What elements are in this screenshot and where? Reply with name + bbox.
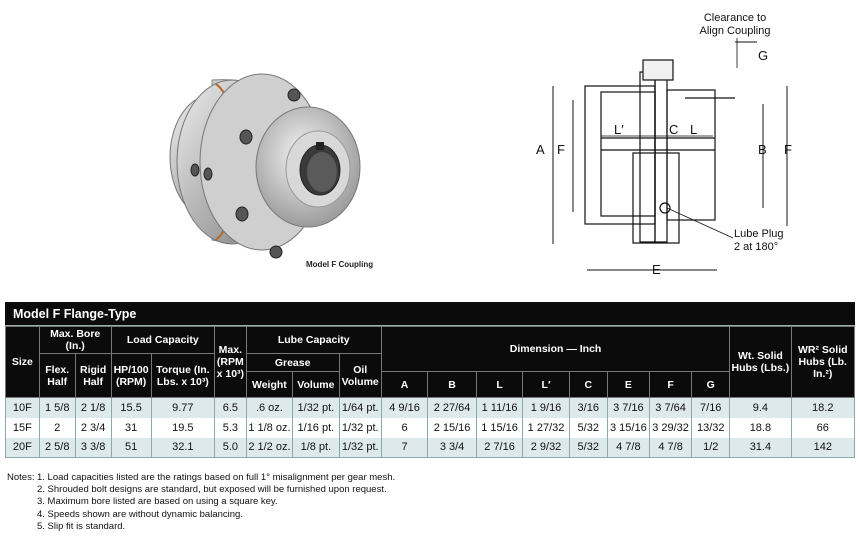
cell: 5.3 — [215, 418, 247, 438]
header-max-bore: Max. Bore (In.) — [39, 327, 111, 354]
cell: 3 15/16 — [607, 418, 649, 438]
header-load-capacity: Load Capacity — [111, 327, 214, 354]
cell: 142 — [791, 438, 854, 458]
cell: 2 1/2 oz. — [246, 438, 292, 458]
lube-plug-label: Lube Plug 2 at 180° — [734, 228, 784, 253]
cell: 4 9/16 — [381, 398, 427, 418]
cell: 18.8 — [730, 418, 791, 438]
dim-label-c: C — [669, 122, 679, 137]
cell: 5/32 — [569, 418, 607, 438]
spec-table — [5, 302, 855, 458]
table-title: Model F Flange-Type — [5, 302, 855, 326]
cell: 1/32 pt. — [339, 418, 381, 438]
header-grease: Grease — [246, 354, 339, 372]
cell: 31.4 — [730, 438, 791, 458]
cell: 19.5 — [151, 418, 214, 438]
cell: 1 27/32 — [523, 418, 569, 438]
cell: 66 — [791, 418, 854, 438]
cell: 2 7/16 — [476, 438, 522, 458]
cell: 51 — [111, 438, 151, 458]
notes — [7, 472, 395, 533]
cell: 32.1 — [151, 438, 214, 458]
cell: 1 15/16 — [476, 418, 522, 438]
dim-label-f-left: F — [557, 142, 565, 157]
header-dim-g: G — [692, 372, 730, 398]
cell: 2 1/8 — [75, 398, 111, 418]
cell: 1/32 pt. — [293, 398, 339, 418]
cell: 13/32 — [692, 418, 730, 438]
header-size: Size — [6, 327, 40, 398]
dim-label-g: G — [758, 48, 769, 63]
cell: 3 7/16 — [607, 398, 649, 418]
note-item: 1. Load capacities listed are the ratings based on full 1° misalignment per gear mesh. — [37, 472, 396, 483]
cell: 18.2 — [791, 398, 854, 418]
table-row — [6, 438, 855, 458]
photo-caption: Model F Coupling — [306, 260, 374, 269]
header-max-rpm: Max. (RPM x 10³) — [215, 327, 247, 398]
header-dimension: Dimension — Inch — [381, 327, 729, 372]
cell: 9.4 — [730, 398, 791, 418]
table-row — [6, 398, 855, 418]
cell: 1/64 pt. — [339, 398, 381, 418]
cell: .6 oz. — [246, 398, 292, 418]
cell: 4 7/8 — [649, 438, 691, 458]
dim-label-f-right: F — [784, 142, 792, 157]
cell: 7 — [381, 438, 427, 458]
clearance-label: Clearance to Align Coupling — [699, 12, 771, 37]
cell: 6 — [381, 418, 427, 438]
cell: 1 11/16 — [476, 398, 522, 418]
cell: 1 1/8 oz. — [246, 418, 292, 438]
header-weight-solid-hubs: Wt. Solid Hubs (Lbs.) — [730, 327, 791, 398]
header-lube-capacity: Lube Capacity — [246, 327, 381, 354]
cell: 15.5 — [111, 398, 151, 418]
cell: 15F — [6, 418, 40, 438]
cell: 7/16 — [692, 398, 730, 418]
cell: 2 5/8 — [39, 438, 75, 458]
header-rigid-half: Rigid Half — [75, 354, 111, 398]
cell: 2 — [39, 418, 75, 438]
cell: 1/2 — [692, 438, 730, 458]
cell: 2 15/16 — [428, 418, 477, 438]
cell: 1 9/16 — [523, 398, 569, 418]
header-grease-weight: Weight — [246, 372, 292, 398]
header-flex-half: Flex. Half — [39, 354, 75, 398]
header-dim-l-prime: L′ — [523, 372, 569, 398]
cell: 3 3/4 — [428, 438, 477, 458]
cell: 3/16 — [569, 398, 607, 418]
header-dim-f: F — [649, 372, 691, 398]
dim-label-a: A — [536, 142, 545, 157]
coupling-photo — [150, 62, 380, 272]
cell: 4 7/8 — [607, 438, 649, 458]
cell: 2 3/4 — [75, 418, 111, 438]
cell: 3 29/32 — [649, 418, 691, 438]
cell: 31 — [111, 418, 151, 438]
cell: 1/16 pt. — [293, 418, 339, 438]
cell: 3 3/8 — [75, 438, 111, 458]
cell: 1/8 pt. — [293, 438, 339, 458]
cell: 1 5/8 — [39, 398, 75, 418]
table-row — [6, 418, 855, 438]
dim-label-l-prime: L′ — [614, 122, 624, 137]
header-grease-volume: Volume — [293, 372, 339, 398]
note-item: 4. Speeds shown are without dynamic balancing. — [37, 508, 243, 520]
cell: 5.0 — [215, 438, 247, 458]
cell: 20F — [6, 438, 40, 458]
header-dim-a: A — [381, 372, 427, 398]
header-dim-e: E — [607, 372, 649, 398]
table-body — [6, 398, 855, 458]
cell: 3 7/64 — [649, 398, 691, 418]
header-dim-l: L — [476, 372, 522, 398]
header-dim-b: B — [428, 372, 477, 398]
spec-grid — [5, 326, 855, 458]
dim-label-e: E — [652, 262, 661, 277]
cell: 6.5 — [215, 398, 247, 418]
header-wr2-solid-hubs: WR² Solid Hubs (Lb. In.²) — [791, 327, 854, 398]
cell: 5/32 — [569, 438, 607, 458]
dim-label-l: L — [690, 122, 698, 137]
header-hp100: HP/100 (RPM) — [111, 354, 151, 398]
header-oil-volume: Oil Volume — [339, 354, 381, 398]
cell: 9.77 — [151, 398, 214, 418]
dim-label-b: B — [758, 142, 767, 157]
note-item: 3. Maximum bore listed are based on using a square key. — [37, 496, 278, 508]
header-torque: Torque (In. Lbs. x 10³) — [151, 354, 214, 398]
cell: 2 9/32 — [523, 438, 569, 458]
note-item: 2. Shrouded bolt designs are standard, but exposed will be furnished upon request. — [37, 484, 387, 496]
note-item: 5. Slip fit is standard. — [37, 520, 126, 532]
cell: 10F — [6, 398, 40, 418]
notes-lead: Notes: — [7, 472, 35, 483]
cell: 1/32 pt. — [339, 438, 381, 458]
header-dim-c: C — [569, 372, 607, 398]
cell: 2 27/64 — [428, 398, 477, 418]
